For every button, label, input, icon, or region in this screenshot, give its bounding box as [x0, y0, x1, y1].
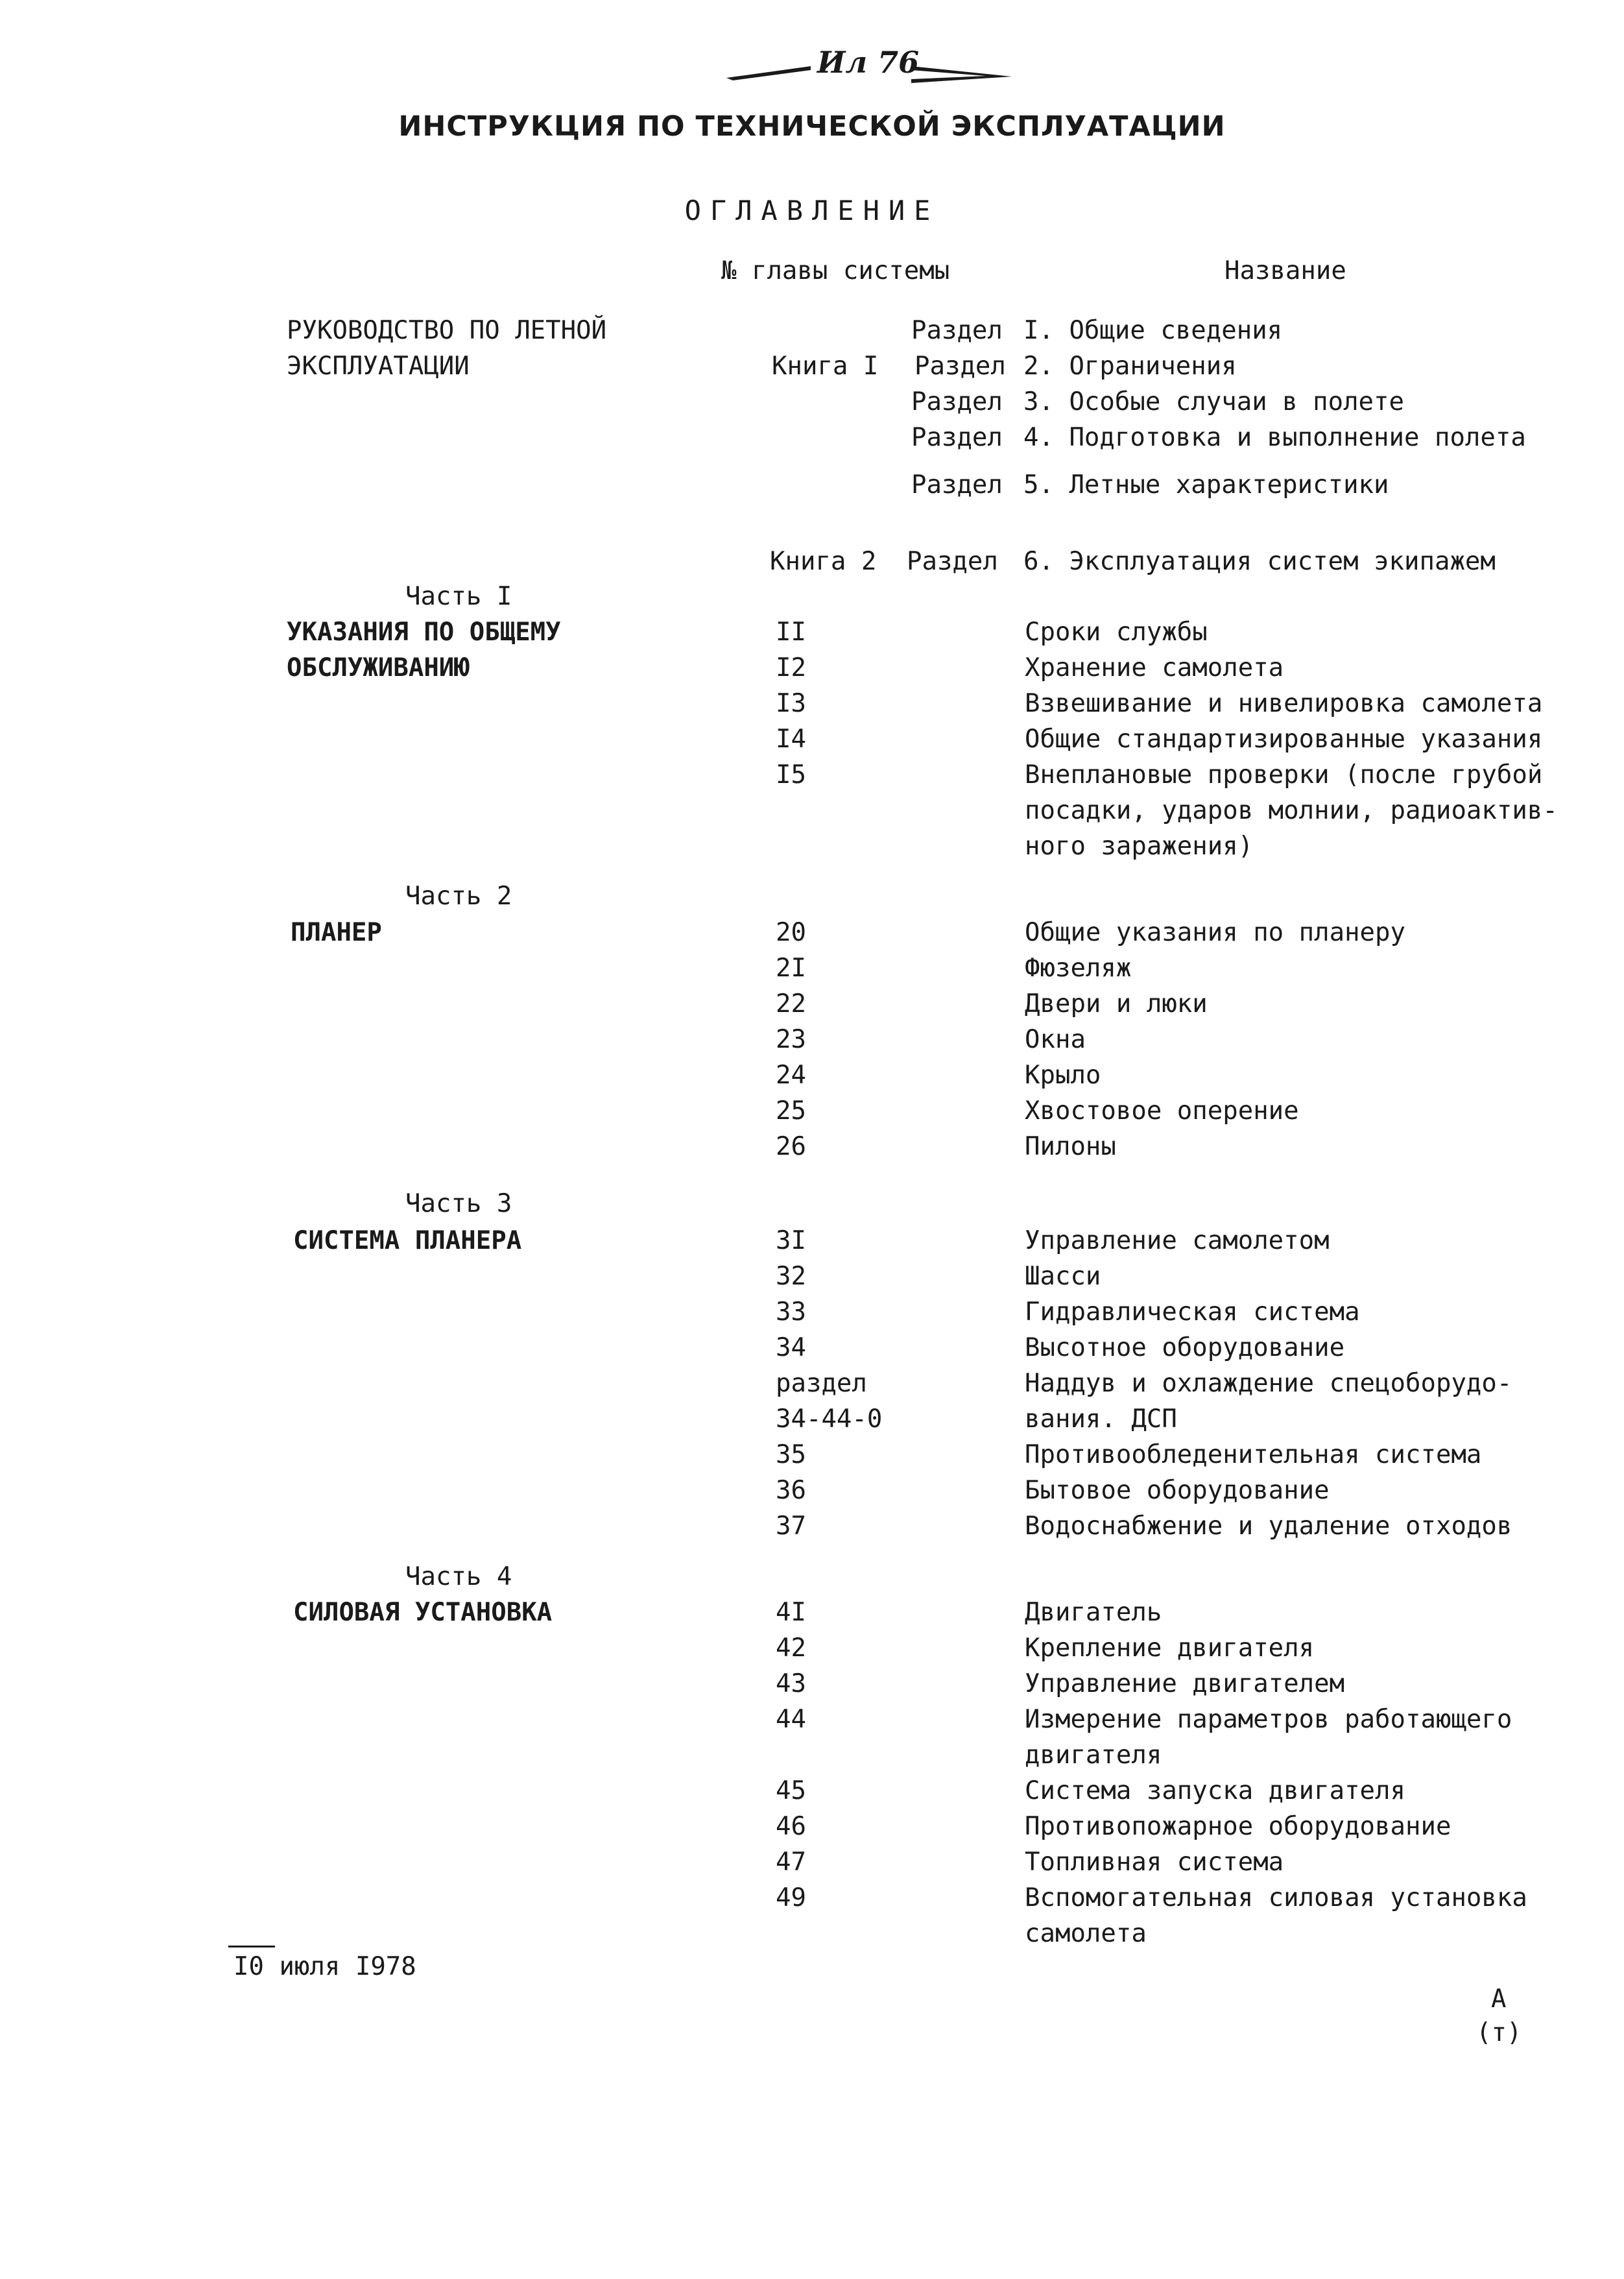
chapter-name: Управление самолетом [1025, 1226, 1330, 1255]
chapter-name: Система запуска двигателя [1025, 1776, 1405, 1805]
chapter-number: 23 [776, 1025, 806, 1054]
issue-date: I0 июля I978 [233, 1952, 416, 1981]
chapter-number: 32 [776, 1262, 806, 1291]
chapter-number: 2I [776, 954, 806, 983]
chapter-name: Хвостовое оперение [1025, 1096, 1299, 1126]
flight-manual-title-line2: ЭКСПЛУАТАЦИИ [287, 352, 470, 381]
chapter-name: Шасси [1025, 1262, 1101, 1291]
chapter-name: Сроки службы [1025, 618, 1208, 647]
section-title: 6. Эксплуатация систем экипажем [1023, 547, 1496, 576]
part-title: УКАЗАНИЯ ПО ОБЩЕМУ [287, 618, 561, 647]
part-title: ПЛАНЕР [291, 918, 382, 947]
chapter-number: 34 [776, 1333, 806, 1362]
chapter-name: вания. ДСП [1025, 1405, 1177, 1434]
chapter-number: 36 [776, 1476, 806, 1505]
chapter-number: 33 [776, 1297, 806, 1327]
chapter-number: 44 [776, 1705, 806, 1734]
chapter-number: 37 [776, 1512, 806, 1541]
chapter-name: Топливная система [1025, 1848, 1284, 1877]
section-label: Раздел [911, 387, 1003, 416]
chapter-number: раздел [776, 1369, 867, 1398]
col-header-chapter: № главы системы [721, 256, 950, 285]
book-2-label: Книга 2 [770, 547, 877, 576]
section-title: 2. Ограничения [1023, 352, 1237, 381]
chapter-number: 34-44-0 [776, 1405, 883, 1434]
chapter-number: 24 [776, 1061, 806, 1090]
section-label: Раздел [914, 352, 1006, 381]
section-title: 4. Подготовка и выполнение полета [1023, 423, 1526, 452]
chapter-number: II [776, 618, 806, 647]
chapter-number: 43 [776, 1669, 806, 1698]
chapter-name: Противообледенительная система [1025, 1440, 1482, 1469]
chapter-number: 25 [776, 1096, 806, 1126]
chapter-number: 22 [776, 989, 806, 1019]
chapter-name: Наддув и охлаждение спецоборудо- [1025, 1369, 1512, 1398]
chapter-number: 26 [776, 1132, 806, 1161]
section-title: 5. Летные характеристики [1023, 470, 1389, 500]
logo [726, 40, 1018, 92]
chapter-number: 20 [776, 918, 806, 947]
part-title: СИЛОВАЯ УСТАНОВКА [293, 1598, 553, 1627]
chapter-number: I5 [776, 760, 806, 790]
chapter-name: Крыло [1025, 1061, 1101, 1090]
doc-header-title: ИНСТРУКЦИЯ ПО ТЕХНИЧЕСКОЙ ЭКСПЛУАТАЦИИ [398, 110, 1226, 143]
chapter-number: 46 [776, 1812, 806, 1841]
chapter-name: Внеплановые проверки (после грубой [1025, 760, 1543, 790]
section-label: Раздел [911, 423, 1003, 452]
chapter-number: 47 [776, 1848, 806, 1877]
part-title: ОБСЛУЖИВАНИЮ [287, 653, 470, 682]
chapter-name: Высотное оборудование [1025, 1333, 1345, 1362]
flight-manual-title-line1: РУКОВОДСТВО ПО ЛЕТНОЙ [287, 316, 607, 345]
chapter-name: Противопожарное оборудование [1025, 1812, 1451, 1841]
svg-text:Ил 76: Ил 76 [817, 45, 920, 80]
section-label: Раздел [907, 547, 998, 576]
part-label: Часть 3 [405, 1189, 512, 1218]
chapter-name: Гидравлическая система [1025, 1297, 1360, 1327]
section-label: Раздел [911, 470, 1003, 500]
section-label: Раздел [911, 316, 1003, 345]
chapter-name: Общие стандартизированные указания [1025, 725, 1543, 754]
chapter-name: Пилоны [1025, 1132, 1116, 1161]
section-title: I. Общие сведения [1023, 316, 1283, 345]
section-title: 3. Особые случаи в полете [1023, 387, 1404, 416]
chapter-name: Управление двигателем [1025, 1669, 1345, 1698]
chapter-name: Взвешивание и нивелировка самолета [1025, 689, 1543, 718]
chapter-name: самолета [1025, 1919, 1147, 1948]
chapter-name: Измерение параметров работающего [1025, 1705, 1512, 1734]
col-header-name: Название [1224, 256, 1346, 285]
chapter-number: 4I [776, 1598, 806, 1627]
chapter-name: Окна [1025, 1025, 1086, 1054]
chapter-name: Двери и люки [1025, 989, 1208, 1019]
chapter-name: Вспомогательная силовая установка [1025, 1883, 1527, 1912]
page-sub: (т) [1476, 2018, 1522, 2047]
chapter-name: Общие указания по планеру [1025, 918, 1405, 947]
chapter-name: Фюзеляж [1025, 954, 1132, 983]
chapter-number: 42 [776, 1634, 806, 1663]
chapter-number: I4 [776, 725, 806, 754]
part-label: Часть I [405, 582, 512, 611]
chapter-name: ного заражения) [1025, 832, 1254, 861]
chapter-name: Двигатель [1025, 1598, 1162, 1627]
chapter-number: I2 [776, 653, 806, 682]
chapter-number: 3I [776, 1226, 806, 1255]
chapter-number: 49 [776, 1883, 806, 1912]
chapter-number: 35 [776, 1440, 806, 1469]
chapter-name: Хранение самолета [1025, 653, 1284, 682]
chapter-name: Бытовое оборудование [1025, 1476, 1330, 1505]
chapter-name: Водоснабжение и удаление отходов [1025, 1512, 1512, 1541]
footnote-rule [228, 1946, 275, 1947]
chapter-number: 45 [776, 1776, 806, 1805]
page-letter: А [1491, 1984, 1507, 2014]
part-label: Часть 2 [405, 882, 512, 911]
chapter-number: I3 [776, 689, 806, 718]
chapter-name: посадки, ударов молнии, радиоактив- [1025, 796, 1558, 825]
part-title: СИСТЕМА ПЛАНЕРА [293, 1226, 522, 1255]
chapter-name: Крепление двигателя [1025, 1634, 1315, 1663]
chapter-name: двигателя [1025, 1741, 1162, 1770]
toc-title: ОГЛАВЛЕНИЕ [684, 195, 940, 226]
book-1-label: Книга I [772, 352, 879, 381]
part-label: Часть 4 [405, 1562, 512, 1591]
